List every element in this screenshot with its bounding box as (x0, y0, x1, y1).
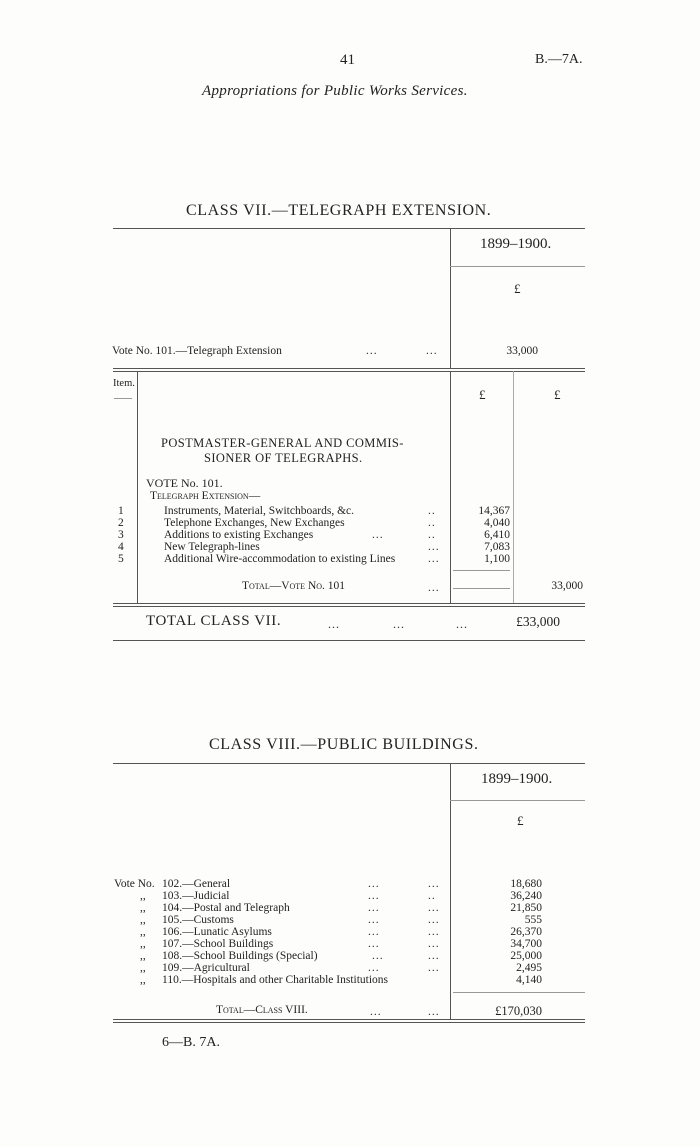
item-amount: 6,410 (484, 529, 510, 541)
vote-label: 103.—Judicial (162, 890, 230, 902)
class7-vote-leaders: ... (366, 345, 378, 357)
detail-currency-2: £ (554, 387, 561, 402)
item-header-rule (114, 398, 132, 399)
vote-amount: 25,000 (510, 950, 542, 962)
vote-label: 109.—Agricultural (162, 962, 250, 974)
department-heading-2: SIONER OF TELEGRAPHS. (204, 451, 363, 465)
item-description: Additional Wire-accommodation to existing Lines (164, 553, 396, 565)
vote-leaders: ... (428, 938, 440, 950)
class8-total-label: Total—Class VIII. (216, 1004, 308, 1016)
item-number: 3 (118, 529, 124, 541)
item-header: Item. (113, 378, 135, 389)
item-amount: 7,083 (484, 541, 510, 553)
vote-leaders: ... (368, 878, 380, 890)
vote-total-label: Total—Vote No. 101 (242, 580, 346, 592)
class7-top-rule (113, 228, 585, 229)
class7-currency: £ (514, 281, 521, 296)
item-amount: 4,040 (484, 517, 510, 529)
vote-total-amount: 33,000 (551, 580, 583, 592)
vote-leaders: ... (428, 902, 440, 914)
item-description: Instruments, Material, Switchboards, &c. (164, 505, 355, 517)
class8-divider (450, 763, 451, 1019)
class7-title: CLASS VII.—TELEGRAPH EXTENSION. (186, 202, 492, 219)
page-number: 41 (340, 52, 355, 68)
detail-currency-1: £ (479, 387, 486, 402)
detail-subtotal-col-divider (513, 371, 514, 603)
class7-vote-amount: 33,000 (506, 345, 538, 357)
item-description: Telephone Exchanges, New Exchanges (164, 517, 345, 529)
vote-label: 104.—Postal and Telegraph (162, 902, 290, 914)
vote-prefix: ,, (140, 950, 146, 962)
signature-mark: 6—B. 7A. (162, 1035, 220, 1050)
vote-prefix: ,, (140, 890, 146, 902)
vote-prefix: ,, (140, 962, 146, 974)
class8-bottom-rule-2 (113, 1022, 585, 1023)
item-number: 4 (118, 541, 124, 553)
class8-total-leaders-2: ... (428, 1006, 440, 1018)
item-amount: 1,100 (484, 553, 510, 565)
item-leaders: ... (372, 529, 384, 541)
item-description: New Telegraph-lines (164, 541, 260, 553)
class7-vote-label: Vote No. 101.—Telegraph Extension (112, 345, 282, 357)
item-leaders: .. (428, 529, 436, 541)
vote-leaders: ... (368, 890, 380, 902)
vote-prefix: ,, (140, 902, 146, 914)
vote-prefix: Vote No. (114, 878, 155, 890)
vote-total-mid-rule (453, 588, 510, 589)
detail-item-col-divider (137, 371, 138, 603)
class7-total-leaders: ... (328, 617, 340, 631)
vote-prefix: ,, (140, 926, 146, 938)
class8-top-rule (113, 763, 585, 764)
vote-leaders: ... (368, 938, 380, 950)
class8-total-leaders: ... (370, 1006, 382, 1018)
class7-total-leaders-2: ... (393, 617, 405, 631)
vote-label: 105.—Customs (162, 914, 234, 926)
class7-total-rule (113, 640, 585, 641)
detail-top-rule-2 (113, 371, 585, 372)
item-number: 5 (118, 553, 124, 565)
vote-leaders: ... (372, 950, 384, 962)
class8-year: 1899–1900. (481, 771, 553, 787)
vote-amount: 18,680 (510, 878, 542, 890)
vote-amount: 36,240 (510, 890, 542, 902)
class7-summary-divider (450, 228, 451, 368)
vote-amount: 4,140 (516, 974, 542, 986)
vote-leaders: ... (428, 962, 440, 974)
telegraph-extension-subheading: Telegraph Extension— (150, 490, 261, 502)
vote-leaders: ... (368, 962, 380, 974)
vote-leaders: ... (428, 914, 440, 926)
item-number: 2 (118, 517, 124, 529)
class8-total-amount: £170,030 (495, 1004, 542, 1018)
vote-label: 107.—School Buildings (162, 938, 274, 950)
vote-label: 108.—School Buildings (Special) (162, 950, 318, 962)
vote-total-leaders: ... (428, 582, 440, 594)
item-description: Additions to existing Exchanges (164, 529, 314, 541)
vote-leaders: ... (428, 878, 440, 890)
document-code: B.—7A. (535, 52, 583, 67)
class7-year-rule (450, 266, 585, 267)
vote-label: 102.—General (162, 878, 231, 890)
class8-currency: £ (517, 813, 524, 828)
class7-year: 1899–1900. (480, 236, 552, 252)
item-number: 1 (118, 505, 124, 517)
detail-bottom-rule (113, 603, 585, 604)
item-amount: 14,367 (478, 505, 510, 517)
item-leaders: ... (428, 553, 440, 565)
vote-label: 110.—Hospitals and other Charitable Institutions (162, 974, 389, 986)
class8-subtotal-rule (453, 992, 585, 993)
vote-leaders: ... (428, 950, 440, 962)
detail-amount-col-divider (450, 371, 451, 603)
department-heading-1: POSTMASTER-GENERAL AND COMMIS- (161, 436, 404, 450)
vote-leaders: ... (368, 902, 380, 914)
vote-number-heading: VOTE No. 101. (146, 476, 223, 490)
item-leaders: .. (428, 517, 436, 529)
vote-amount: 555 (524, 914, 542, 926)
vote-prefix: ,, (140, 974, 146, 986)
item-leaders: .. (428, 505, 436, 517)
vote-leaders: ... (428, 926, 440, 938)
vote-prefix: ,, (140, 938, 146, 950)
vote-amount: 21,850 (510, 902, 542, 914)
class8-year-rule (450, 800, 585, 801)
vote-leaders: ... (368, 926, 380, 938)
vote-amount: 34,700 (510, 938, 542, 950)
items-subtotal-rule (453, 570, 510, 571)
class8-title: CLASS VIII.—PUBLIC BUILDINGS. (209, 736, 479, 753)
vote-amount: 26,370 (510, 926, 542, 938)
vote-leaders: .. (428, 890, 436, 902)
class7-total-leaders-3: ... (456, 617, 468, 631)
class7-total-amount: £33,000 (516, 614, 560, 629)
class7-total-label: TOTAL CLASS VII. (146, 613, 282, 629)
detail-bottom-rule-2 (113, 606, 585, 607)
class8-bottom-rule (113, 1019, 585, 1020)
vote-prefix: ,, (140, 914, 146, 926)
vote-leaders: ... (368, 914, 380, 926)
item-leaders: ... (428, 541, 440, 553)
vote-label: 106.—Lunatic Asylums (162, 926, 272, 938)
running-title: Appropriations for Public Works Services. (202, 83, 468, 99)
class7-vote-leaders-2: ... (426, 345, 438, 357)
detail-top-rule (113, 368, 585, 369)
vote-amount: 2,495 (516, 962, 542, 974)
